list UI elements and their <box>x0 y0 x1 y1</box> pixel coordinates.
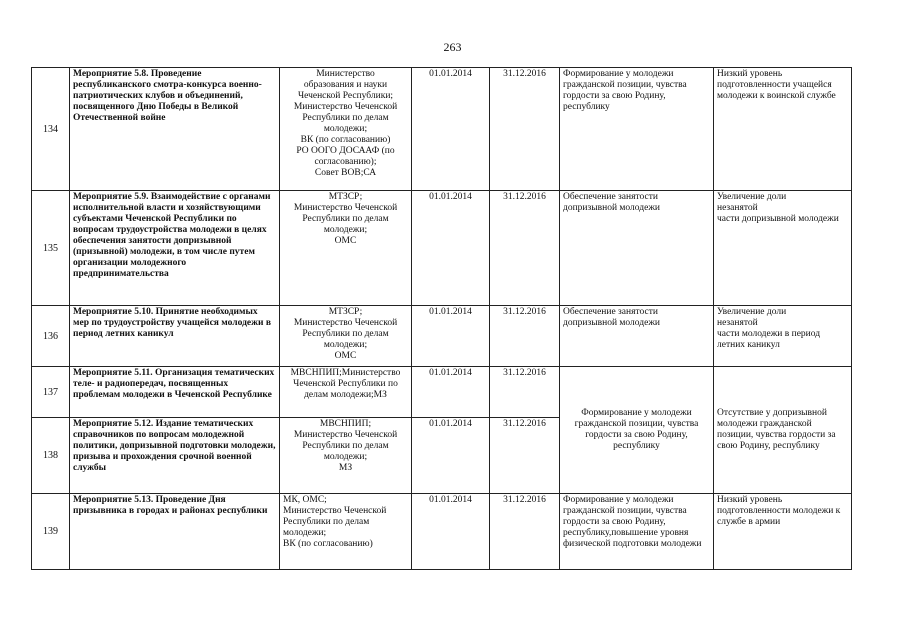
start-date: 01.01.2014 <box>412 367 490 418</box>
measure-title: Мероприятие 5.12. Издание тематических справочников по вопросам молодежной политики, допризывной подготовки молодежи, призыва и прохождения срочной военной службы <box>70 418 280 494</box>
end-date: 31.12.2016 <box>490 68 560 191</box>
consequence-line: части допризывной молодежи <box>717 214 839 224</box>
measure-title: Мероприятие 5.10. Принятие необходимых мер по трудоустройству учащейся молодежи в период летних каникул <box>70 306 280 367</box>
end-date: 31.12.2016 <box>490 367 560 418</box>
table-row <box>32 306 852 367</box>
executor-line: Министерство Чеченской Республики по делам молодежи; <box>293 203 398 235</box>
executor-line: МВСНПИП;Министерство Чеченской Республики по делам молодежи;МЗ <box>290 368 401 400</box>
row-number: 138 <box>32 418 70 494</box>
executor-line: Министерство Чеченской Республики по делам молодежи; <box>283 506 387 538</box>
executor-line: МК, ОМС; <box>283 495 327 505</box>
executors-cell <box>280 418 412 494</box>
consequence-cell <box>714 306 852 367</box>
executor-line: образования и науки <box>303 80 388 90</box>
expected-result: Формирование у молодежи гражданской позиции, чувства гордости за свою Родину, республику,повышение уровня физической подготовки молодежи <box>560 494 714 570</box>
consequence-line: Увеличение доли <box>717 192 787 202</box>
row-number: 134 <box>32 68 70 191</box>
row-number: 135 <box>32 191 70 306</box>
consequence-line: незанятой <box>717 318 758 328</box>
executor-line: ВК (по согласованию) <box>283 539 373 549</box>
executor-line: Министерство <box>316 69 375 79</box>
consequence: Низкий уровень подготовленности молодежи к службе в армии <box>714 494 852 570</box>
row-number: 137 <box>32 367 70 418</box>
start-date: 01.01.2014 <box>412 306 490 367</box>
measure-title: Мероприятие 5.9. Взаимодействие с органами исполнительной власти и хозяйствующими субъектами Чеченской Республики по вопросам трудоустройства молодежи в целях обеспечения занятости допризывной (призывной) молодежи, в том числе путем организации молодежного предпринимательства <box>70 191 280 306</box>
consequence-line: незанятой <box>717 203 758 213</box>
start-date: 01.01.2014 <box>412 418 490 494</box>
executor-line: МТЗСР; <box>328 307 363 317</box>
start-date: 01.01.2014 <box>412 68 490 191</box>
executor-line: ОМС <box>334 351 357 361</box>
executors-cell <box>280 306 412 367</box>
start-date: 01.01.2014 <box>412 494 490 570</box>
end-date: 31.12.2016 <box>490 306 560 367</box>
table-row <box>32 367 852 418</box>
expected-result: Обеспечение занятости допризывной молодежи <box>560 306 714 367</box>
executor-line: ОМС <box>334 236 357 246</box>
measures-table <box>31 67 852 570</box>
executor-line: Министерство Чеченской Республики по делам молодежи; <box>293 318 398 350</box>
executor-line: МВСНПИП; <box>319 419 372 429</box>
executor-line: Чеченской Республики; <box>297 91 394 101</box>
consequence-merged: Отсутствие у допризывной молодежи гражданской позиции, чувства гордости за свою Родину, республику <box>714 367 852 494</box>
table-row <box>32 494 852 570</box>
measure-title: Мероприятие 5.11. Организация тематических теле- и радиопередач, посвященных проблемам молодежи в Чеченской Республике <box>70 367 280 418</box>
executors-cell <box>280 191 412 306</box>
consequence: Низкий уровень подготовленности учащейся молодежи к воинской службе <box>714 68 852 191</box>
row-number: 139 <box>32 494 70 570</box>
end-date: 31.12.2016 <box>490 418 560 494</box>
executor-line: Министерство Чеченской Республики по делам молодежи; <box>293 102 398 134</box>
executors-cell <box>280 367 412 418</box>
executors-cell <box>280 494 412 570</box>
executors-cell <box>280 68 412 191</box>
measure-title: Мероприятие 5.13. Проведение Дня призывника в городах и районах республики <box>70 494 280 570</box>
table-row <box>32 191 852 306</box>
executor-line: Совет ВОВ;СА <box>314 168 377 178</box>
executor-line: Министерство Чеченской Республики по делам молодежи; <box>293 430 398 462</box>
start-date: 01.01.2014 <box>412 191 490 306</box>
expected-result-merged: Формирование у молодежи гражданской позиции, чувства гордости за свою Родину, республику <box>560 367 714 494</box>
end-date: 31.12.2016 <box>490 494 560 570</box>
expected-result: Формирование у молодежи гражданской позиции, чувства гордости за свою Родину, республику <box>560 68 714 191</box>
end-date: 31.12.2016 <box>490 191 560 306</box>
consequence-line: Увеличение доли <box>717 307 787 317</box>
consequence-cell <box>714 191 852 306</box>
table-row <box>32 68 852 191</box>
executor-line: МТЗСР; <box>328 192 363 202</box>
executor-line: РО ООГО ДОСААФ (по согласованию); <box>296 146 395 167</box>
consequence-line: части молодежи в период летних каникул <box>717 329 821 350</box>
expected-result: Обеспечение занятости допризывной молодежи <box>560 191 714 306</box>
row-number: 136 <box>32 306 70 367</box>
executor-line: МЗ <box>338 463 353 473</box>
page-number: 263 <box>443 40 462 54</box>
measure-title: Мероприятие 5.8. Проведение республиканского смотра-конкурса военно-патриотических клубов и объединений, посвященного Дню Победы в Великой Отечественной войне <box>70 68 280 191</box>
executor-line: ВК (по согласованию) <box>300 135 391 145</box>
